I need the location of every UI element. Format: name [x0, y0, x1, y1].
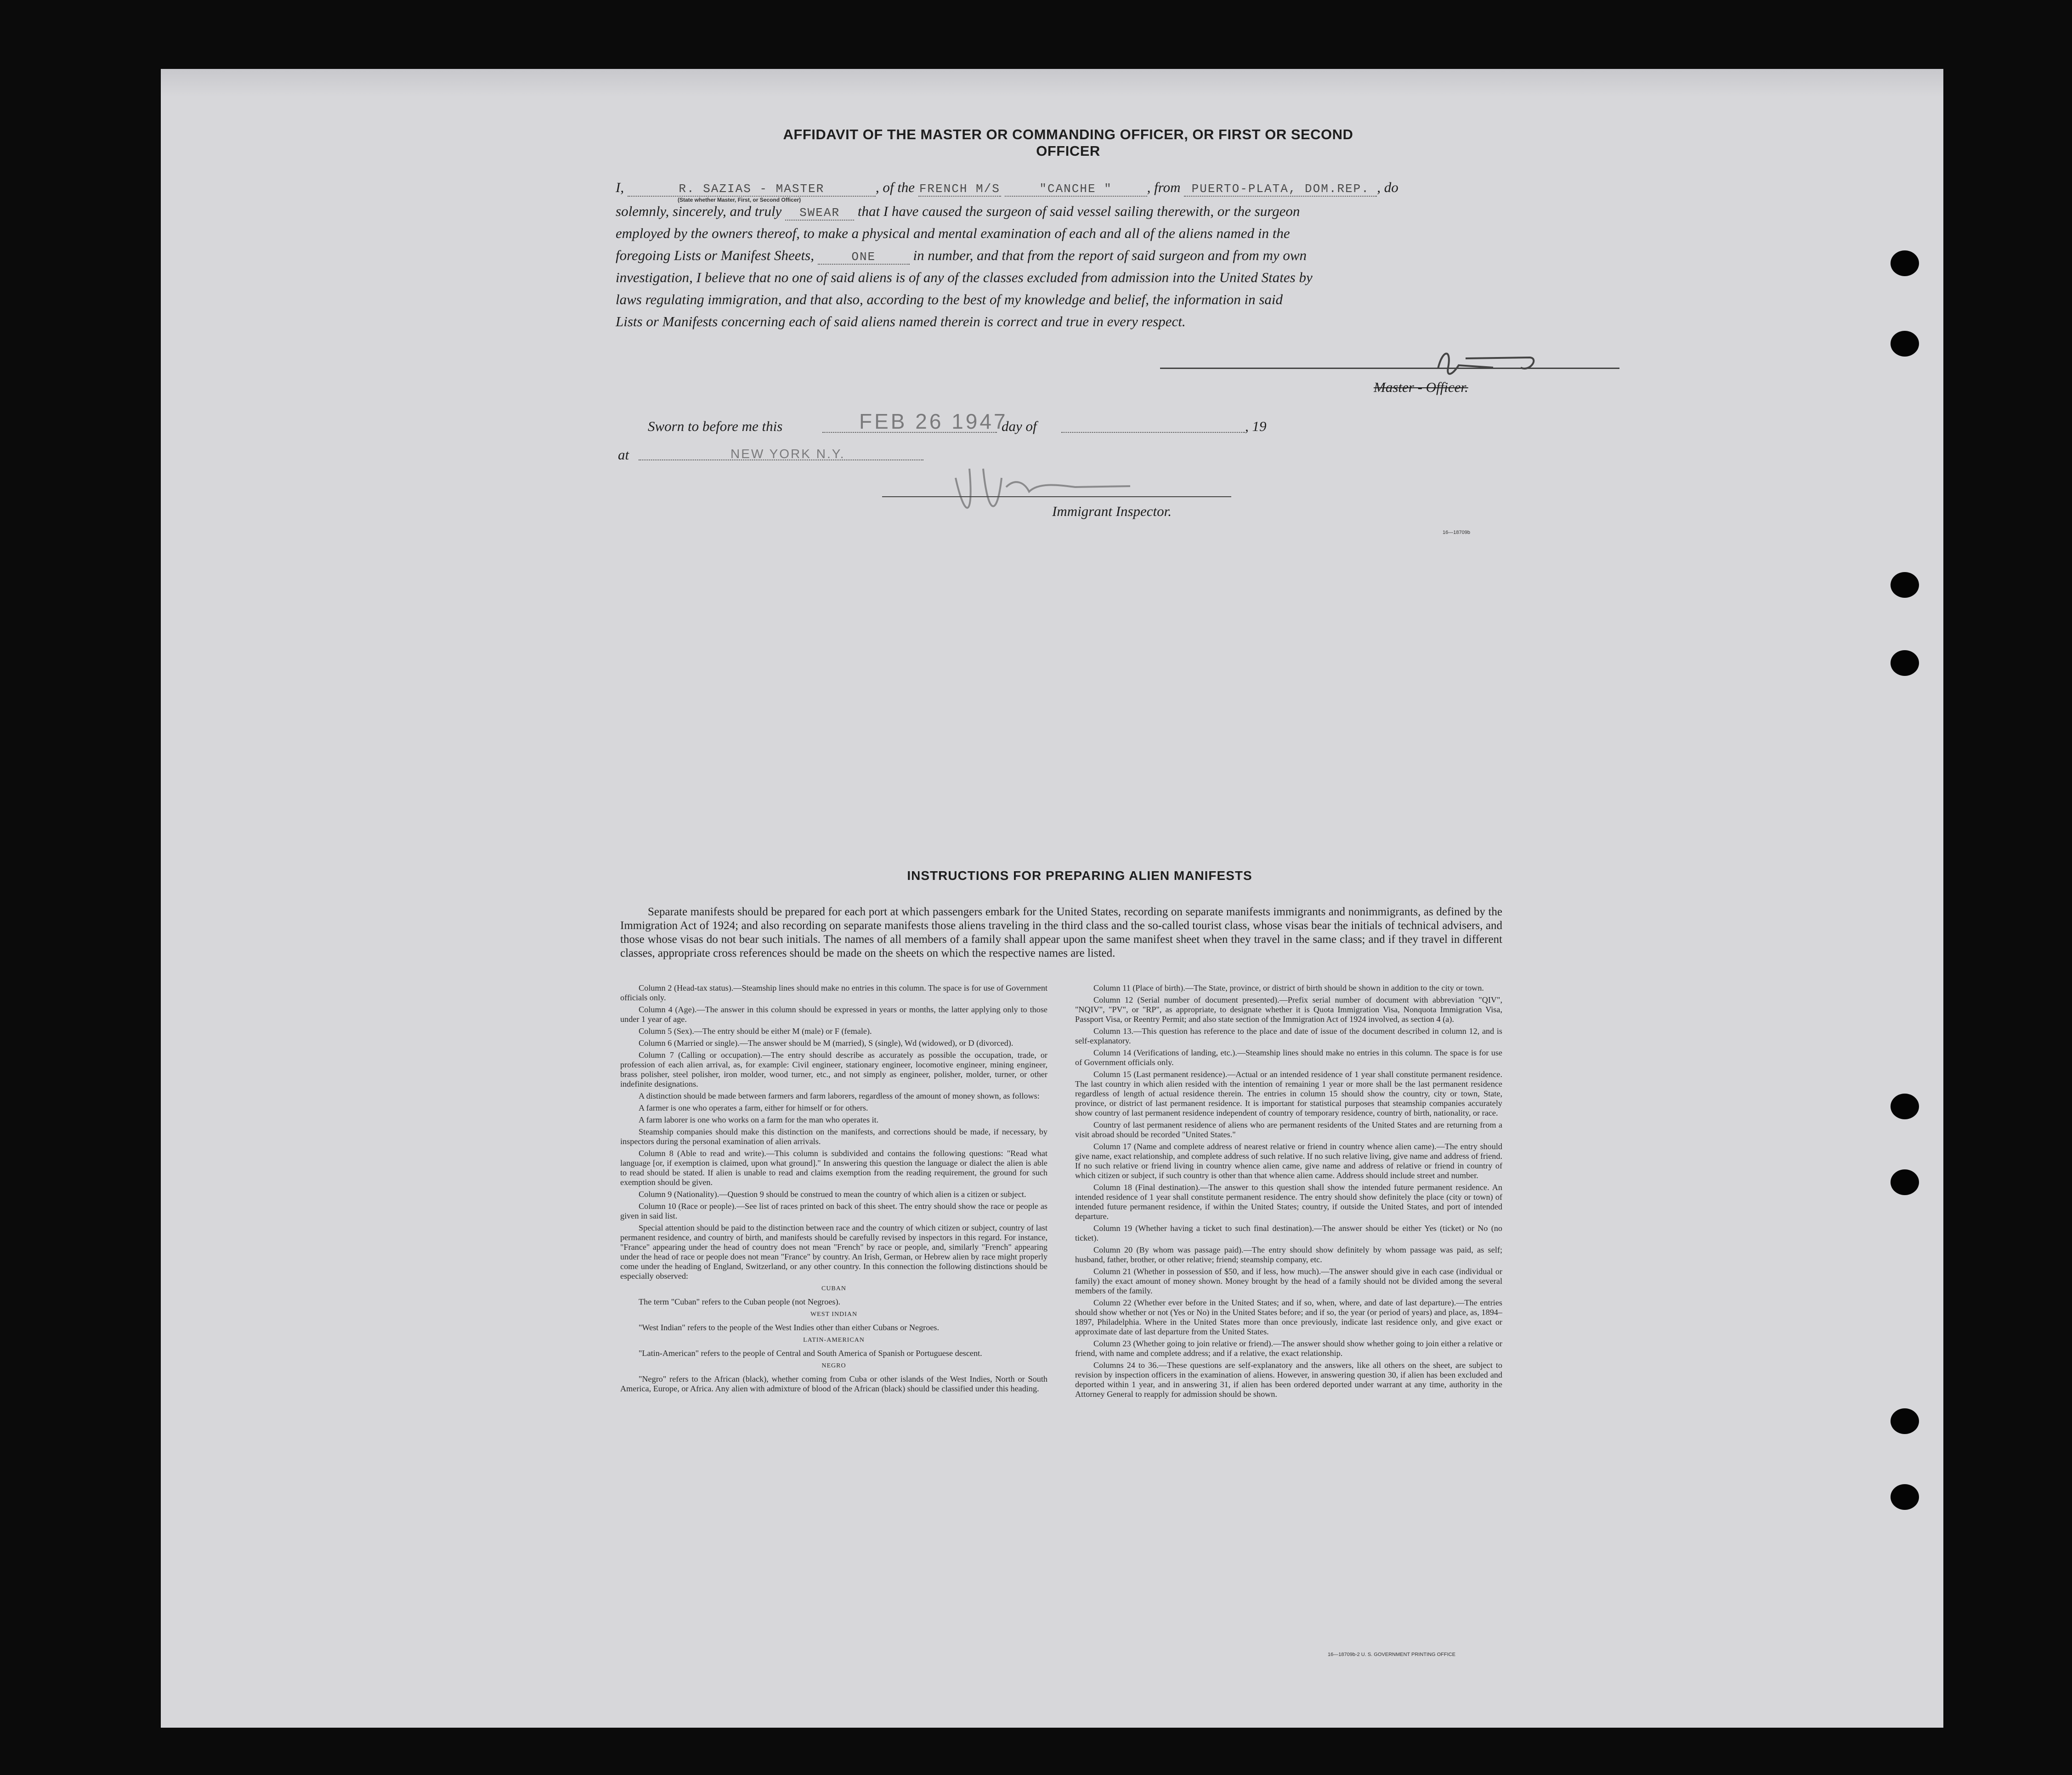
affidavit-line-1-pre: I, [616, 179, 624, 195]
right-paragraph: Columns 24 to 36.—These questions are self-explanatory and the answers, like all others on the sheet, are subject to revision by inspection officers in the examination of aliens. However, in answering question 30, if alien has been excluded and deported within 1 year, and in answering 31, if alien has been ordered deported under warrant at any time, authority in the Attorney General to reapply for admission should be shown. [1075, 1361, 1502, 1399]
punch-hole [1891, 1484, 1919, 1510]
right-paragraph: Column 15 (Last permanent residence).—Actual or an intended residence of 1 year shall constitute permanent residence. The last country in which alien resided with the intention of remaining 1 year or more shall be the last permanent residence regardless of length of actual residence therein. The entries in column 15 should show the country, city or town, State, province, or district of last permanent residence. It is important for statistical purposes that steamship companies accurately show country of last permanent residence independent of country of temporary residence, country of birth, nationality, or race. [1075, 1070, 1502, 1117]
left-paragraph: Column 4 (Age).—The answer in this column should be expressed in years or months, the latter applying only to those under 1 year of age. [620, 1005, 1047, 1024]
inspector-label: Immigrant Inspector. [1052, 503, 1172, 519]
departure-port-field: PUERTO-PLATA, DOM.REP. [1184, 182, 1377, 197]
affidavit-line-4-post: in number, and that from the report of said surgeon and from my own [913, 247, 1307, 263]
oath-field: SWEAR [785, 206, 854, 221]
affidavit-line-3: employed by the owners thereof, to make a physical and mental examination of each and all of the aliens named in the [616, 225, 1290, 241]
affidavit-line-1-mid2: , from [1147, 179, 1181, 195]
sheet-count-field: ONE [818, 250, 910, 265]
instructions-intro [620, 905, 1502, 960]
right-paragraph: Column 21 (Whether in possession of $50, and if less, how much).—The answer should give in each case (individual or family) the exact amount of money shown. Money brought by the head of a family should not be divided among the several members of the family. [1075, 1267, 1502, 1295]
day-of-label: day of [1002, 418, 1037, 434]
right-paragraph: Column 13.—This question has reference to the place and date of issue of the document described in column 12, and is self-explanatory. [1075, 1026, 1502, 1045]
punch-hole [1891, 1169, 1919, 1195]
affidavit-line-2 [616, 203, 1672, 221]
left-paragraph: A distinction should be made between farmers and farm laborers, regardless of the amount of money shown, as follows: [639, 1091, 1040, 1100]
west-indian-heading: WEST INDIAN [810, 1311, 858, 1318]
affidavit-line-1 [616, 179, 1672, 197]
right-paragraph: Column 18 (Final destination).—The answer to this question shall show the intended future permanent residence. An intended residence of 1 year shall constitute permanent residence. The entry should show definitely the place (city or town) of intended future permanent residence, if within the United States; country, if outside the United States, and port of intended departure. [1075, 1183, 1502, 1221]
left-paragraph: Column 2 (Head-tax status).—Steamship lines should make no entries in this column. The space is for use of Government officials only. [620, 983, 1047, 1002]
vessel-type-field: FRENCH M/S [919, 182, 1000, 196]
left-paragraph: Column 5 (Sex).—The entry should be either M (male) or F (female). [639, 1026, 872, 1036]
scan-shadow [161, 69, 1943, 96]
right-paragraph: Column 14 (Verifications of landing, etc.).—Steamship lines should make no entries in this column. The space is for use of Government officials only. [1075, 1048, 1502, 1067]
vessel-name-field: "CANCHE " [1005, 182, 1147, 197]
intro-paragraph: Separate manifests should be prepared for each port at which passengers embark for the United States, recording on separate manifests immigrants and nonimmigrants, as defined by the Immigration Act of 1924; and also recording on separate manifests those aliens traveling in the third class and the so-called tourist class, whose visas bear the initials of technical advisers, and those whose visas do not bear such initials. The names of all members of a family shall appear upon the same manifest sheet when they travel in the same class; and if they travel in different classes, appropriate cross references should be made on the sheets on which the respective names are listed. [620, 906, 1502, 959]
left-paragraph: Column 6 (Married or single).—The answer should be M (married), S (single), Wd (widowed), or D (divorced). [639, 1038, 1013, 1048]
negro-heading: NEGRO [821, 1362, 846, 1369]
place-stamp: NEW YORK N.Y. [730, 447, 845, 461]
affidavit-line-2-post: that I have caused the surgeon of said vessel sailing therewith, or the surgeon [857, 203, 1300, 219]
left-paragraph: Column 9 (Nationality).—Question 9 should be construed to mean the country of which alien is a citizen or subject. [639, 1190, 1026, 1199]
form-code: 16—18709b [1443, 530, 1470, 535]
left-paragraph: Special attention should be paid to the distinction between race and the country of which citizen or subject, country of last permanent residence, and country of birth, and manifests should be carefully revised by inspectors in this regard. For instance, "France" appearing under the head of country does not mean "French" by race or people, and, similarly "French" appearing under the head of race or people does not mean "France" by country. An Irish, German, or Hebrew alien by race might properly come under the heading of England, Switzerland, or any other country. In this connection the following distinctions should be especially observed: [620, 1223, 1047, 1281]
left-paragraph: A farm laborer is one who works on a farm for the man who operates it. [639, 1115, 879, 1124]
master-officer-label: Master - Officer. [1374, 379, 1468, 395]
printing-office-footer: 16—18709b-2 U. S. GOVERNMENT PRINTING OFFICE [1328, 1652, 1455, 1657]
negro-definition: "Negro" refers to the African (black), whether coming from Cuba or other islands of the West Indies, North or South America, Europe, or Africa. Any alien with admixture of blood of the African (black) should be classified under this heading. [620, 1374, 1047, 1393]
sworn-month-line [1061, 432, 1245, 433]
latin-american-definition: "Latin-American" refers to the people of Central and South America of Spanish or Portuguese descent. [639, 1349, 982, 1358]
year-label: , 19 [1245, 418, 1267, 434]
punch-hole [1891, 650, 1919, 676]
right-paragraph: Column 11 (Place of birth).—The State, province, or district of birth should be shown in addition to the city or town. [1093, 983, 1484, 992]
latin-american-heading: LATIN-AMERICAN [803, 1337, 865, 1344]
right-paragraph: Column 19 (Whether having a ticket to such final destination).—The answer should be either Yes (ticket) or No (no ticket). [1075, 1224, 1502, 1242]
cuban-heading: CUBAN [821, 1285, 846, 1292]
right-paragraph: Country of last permanent residence of aliens who are permanent residents of the United States and are returning from a visit abroad should be recorded "United States." [1075, 1120, 1502, 1139]
left-paragraph: Column 7 (Calling or occupation).—The entry should describe as accurately as possible the occupation, trade, or profession of each alien arrival, as, for example: Civil engineer, stationary engineer, locomotive engineer, mining engineer, brass polisher, steel polisher, iron molder, wood turner, etc., and not simply as engineer, polisher, molder, turner, or other indefinite designations. [620, 1050, 1047, 1089]
sworn-label: Sworn to before me this [648, 418, 783, 434]
left-paragraph: Column 8 (Able to read and write).—This column is subdivided and contains the following questions: "Read what language [or, if exemption is claimed, upon what ground]." In answering this question the language or dialect the alien is able to read should be stated. If alien is unable to read and claims exemption from the reading requirement, the ground for such exemption should be given. [620, 1149, 1047, 1187]
punch-hole [1891, 250, 1919, 276]
affidavit-line-7: Lists or Manifests concerning each of said aliens named therein is correct and true in every respect. [616, 313, 1186, 329]
right-paragraph: Column 17 (Name and complete address of nearest relative or friend in country whence alien came).—The entry should give name, exact relationship, and complete address of such relative. If no such relative living, give name and address of friend. If no such relative or friend living in country whence alien came, give name and address of relative or friend in country of which citizen or subject, if such country is other than that whence alien came. Address should include street and number. [1075, 1142, 1502, 1180]
cuban-definition: The term "Cuban" refers to the Cuban people (not Negroes). [639, 1297, 841, 1306]
date-stamp: FEB 26 1947 [859, 409, 1008, 433]
left-paragraph: A farmer is one who operates a farm, either for himself or for others. [639, 1103, 868, 1112]
affidavit-line-6: laws regulating immigration, and that also, according to the best of my knowledge and belief, the information in said [616, 291, 1283, 307]
right-paragraph: Column 12 (Serial number of document presented).—Prefix serial number of document with abbreviation "QIV", "NQIV", "PV", or "RP", as appropriate, to designate whether it is Quota Immigration Visa, Nonquota Immigration Visa, Passport Visa, or Reentry Permit; and also state section of the Immigration Act of 1924 involved, as section 4 (a). [1075, 995, 1502, 1024]
manifest-sheet [161, 69, 1943, 1728]
right-paragraph: Column 20 (By whom was passage paid).—The entry should show definitely by whom passage was paid, as self; husband, father, brother, or other relative; friend; steamship company, etc. [1075, 1245, 1502, 1264]
right-paragraph: Column 22 (Whether ever before in the United States; and if so, when, where, and date of last departure).—The entries should show whether or not (Yes or No) in the United States before; and if so, the year (or period of years) and place, as, 1894–1897, Philadelphia. Where in the United States more than once previously, indicate last residence only, and give exact or approximate date of last departure from the United States. [1075, 1298, 1502, 1336]
instructions-right-column [1075, 983, 1502, 1401]
affidavit-line-1-post: , do [1377, 179, 1398, 195]
right-paragraph: Column 23 (Whether going to join relative or friend).—The answer should show whether going to join either a relative or friend, with name and complete address; and if a relative, the exact relationship. [1075, 1339, 1502, 1358]
master-signature-line [1160, 368, 1619, 369]
state-officer-note: (State whether Master, First, or Second Officer) [678, 197, 801, 203]
inspector-signature-line [882, 496, 1231, 497]
punch-hole [1891, 572, 1919, 598]
affidavit-title: AFFIDAVIT OF THE MASTER OR COMMANDING OFFICER, OR FIRST OR SECOND OFFICER [783, 126, 1353, 159]
left-paragraph: Steamship companies should make this distinction on the manifests, and corrections should be made, if necessary, by inspectors during the personal examination of alien arrivals. [620, 1127, 1047, 1146]
affidavit-line-4-pre: foregoing Lists or Manifest Sheets, [616, 247, 814, 263]
punch-hole [1891, 1094, 1919, 1119]
at-label: at [618, 447, 629, 463]
affidavit-line-2-pre: solemnly, sincerely, and truly [616, 203, 782, 219]
officer-name-field: R. SAZIAS - MASTER [628, 182, 876, 197]
punch-hole [1891, 331, 1919, 357]
affidavit-line-5: investigation, I believe that no one of said aliens is of any of the classes excluded from admission into the United States by [616, 269, 1313, 285]
affidavit-line-4 [616, 247, 1672, 265]
instructions-left-column [620, 983, 1047, 1396]
instructions-title: INSTRUCTIONS FOR PREPARING ALIEN MANIFESTS [907, 868, 1252, 883]
master-signature [1300, 340, 1668, 409]
inspector-signature [937, 450, 1195, 533]
west-indian-definition: "West Indian" refers to the people of the West Indies other than either Cubans or Negroes. [639, 1323, 940, 1332]
punch-hole [1891, 1408, 1919, 1434]
left-paragraph: Column 10 (Race or people).—See list of races printed on back of this sheet. The entry should show the race or people as given in said list. [620, 1202, 1047, 1220]
affidavit-line-1-mid1: , of the [875, 179, 915, 195]
